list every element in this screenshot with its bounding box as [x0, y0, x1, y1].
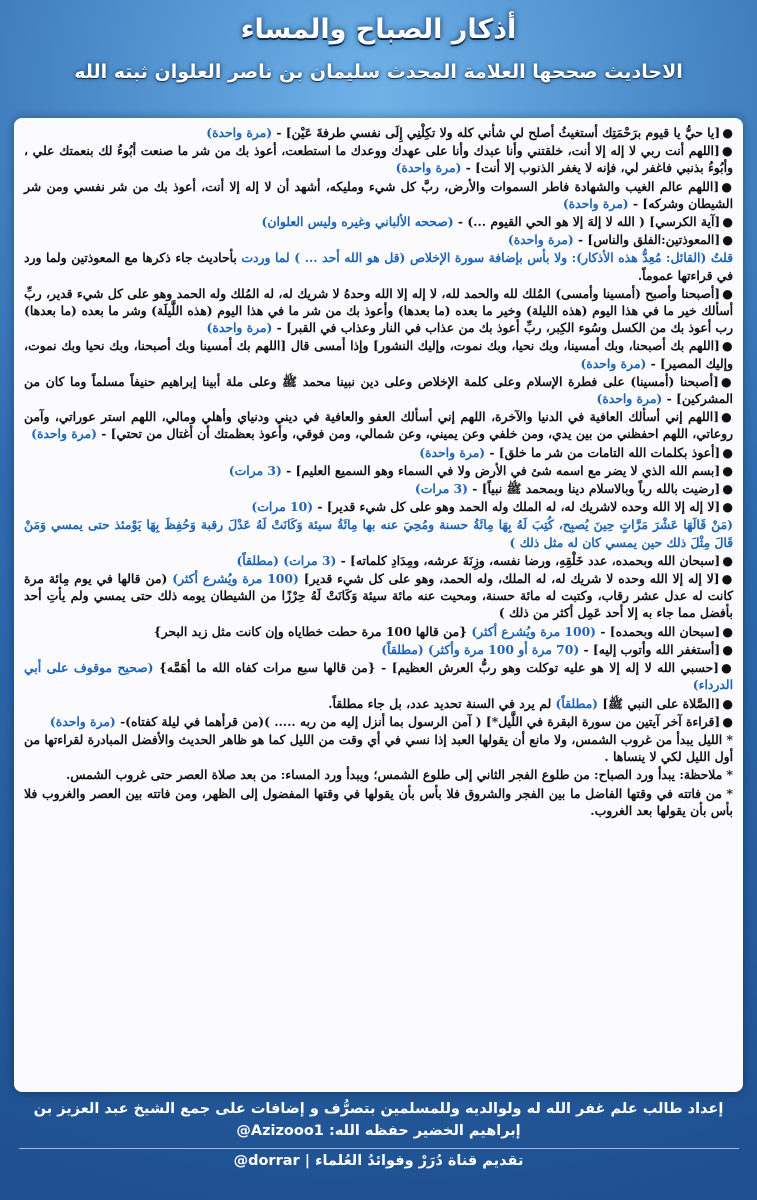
item-count: (3 مرات) (مطلقاً) [236, 552, 337, 568]
item-text: [آية الكرسي] ( الله لا إلهَ إلا هو الحي القيوم ...) - [453, 214, 721, 230]
footer-divider [19, 1148, 739, 1149]
bullet-icon: ● [722, 481, 733, 497]
bullet-icon: ● [722, 214, 733, 230]
item-count: (70 مرة أو 100 مرة وأكثر) (مطلقاً) [381, 641, 580, 657]
author-note-head: قلتُ (القائل: مُعِدُّ هذه الأذكار): ولا بأس بإضافة سورة الإخلاص (قل هو الله أحد ... ) لما وردت [241, 250, 733, 266]
list-item [24, 285, 733, 337]
item-count: (3 مرات) [228, 462, 282, 478]
item-text: [أعوذ بكلمات الله التامات من شر ما خلق] - [485, 444, 721, 460]
bullet-icon: ● [722, 713, 733, 729]
page-subtitle: الاحاديث صححها العلامة المحدث سليمان بن ناصر العلوان ثبته الله [74, 61, 683, 83]
item-count: (صححه الألباني وغيره وليس العلوان) [261, 214, 454, 230]
footer-channel: تقديم قناة دُرَرْ وفوائدُ العُلماء | dorrar@ [233, 1153, 524, 1169]
bullet-icon: ● [722, 499, 733, 515]
list-item [24, 498, 733, 515]
item-virtue: {من قالها 100 مرة حطت خطاياه وإن كانت مثل زبد البحر} [153, 623, 472, 639]
bullet-icon: ● [721, 660, 733, 676]
bullet-icon: ● [722, 232, 733, 248]
item-text: [اللهم بك أصبحنا، وبك أمسينا، وبك نحيا، وبك نموت، وإليك النشور] وإذا أمسى قال [اللهم بك أمسينا وبك أصبحنا، وبك نحيا وبك نموت، وإليك المصير] - [24, 338, 733, 371]
item-count: (مرة واحدة) [206, 125, 273, 140]
bullet-icon: ● [722, 623, 733, 639]
adhkar-list [24, 124, 733, 819]
list-item [24, 641, 733, 658]
item-count: (مرة واحدة) [206, 320, 273, 336]
author-note-rest: بأحاديث جاء ذكرها مع المعوذتين ولما ورد في قراءتها عموماً. [24, 250, 733, 283]
bullet-icon: ● [722, 462, 733, 478]
item-count: (مرة واحدة) [395, 160, 462, 176]
item-count: (صحيح موقوف على أبي الدرداء) [24, 660, 733, 693]
bullet-icon: ● [721, 409, 733, 425]
author-note [24, 249, 733, 283]
item-virtue: {من قالها سبع مرات كفاه الله ما أهَمَّه} [158, 660, 376, 676]
list-item [24, 408, 733, 442]
item-count: (100 مرة ويُشرع أكثر) [172, 571, 299, 587]
list-item [24, 552, 733, 569]
list-item [24, 695, 733, 712]
list-item [24, 659, 733, 693]
page-title: أذكار الصباح والمساء [240, 14, 517, 45]
item-text: [بسم الله الذي لا يضر مع اسمه شئ في الأرض ولا في السماء وهو السميع العليم] - [281, 462, 721, 478]
footer-credit-line: إعداد طالب علم غفر الله له ولوالديه وللمسلمين بتصرُّف و إضافات على جمع الشيخ عبد العزيز بن [33, 1101, 724, 1117]
list-item [24, 444, 733, 461]
item-text: [الصَّلاة على النبي ﷺ] [598, 695, 721, 711]
item-text: [لا إله إلا الله وحده لا شريك له، له الملك، وله الحمد، وهو على كل شيء قدير] [298, 571, 720, 587]
note-item: * من فاتته في وقتها الفاضل ما بين الفجر والشروق فلا بأس بأن يقولها في وقتها المفضول إلى الظهر، ومن فاتته بين العصر والغروب فلا بأس بأن يقولها بعد الغروب. [24, 785, 733, 818]
bullet-icon: ● [722, 125, 733, 140]
bullet-icon: ● [722, 695, 733, 711]
item-text: [أستغفر الله وأتوب إليه] - [579, 641, 721, 657]
item-count: (مرة واحدة) [580, 355, 647, 371]
header [0, 0, 757, 108]
item-text: [سبحان الله وبحمده، عدد خَلْقِهِ، ورضا نفسه، وزِنَةَ عرشه، ومِدَادِ كلماته] - [336, 552, 721, 568]
list-item [24, 142, 733, 176]
item-count: (مرة واحدة) [31, 426, 97, 442]
item-count: (3 مرات) [414, 481, 468, 497]
item-text: [رضيت بالله رباً وبالاسلام دينا وبمحمد ﷺ نبياً] - [467, 481, 721, 497]
item-text: [أصبحنا (أمسينا) على فطرة الإسلام وعلى كلمة الإخلاص وعلى دين نبينا محمد ﷺ وعلى ملة أبينا إبراهيم حنيفاً مسلماً وما كان من المشركين] - [24, 373, 733, 407]
list-item [24, 373, 733, 407]
item-text: [سبحان الله وبحمده] - [596, 623, 721, 639]
item-virtue: (من قالها في يوم مِائة مرة كانت له عدل عشر رقاب، وكتبت له مائة حسنة، ومحيت عنه مائة سيئة وَكَانَتْ لَهُ حِرْزًا من الشيطان يومه ذلك حتى يمسي ولم يأتِ أحد بأفضل مما جاء به إلا أحد عَمِل أكثر من ذلك ) [24, 571, 733, 621]
item-count: (مرة واحدة) [562, 195, 629, 211]
item-text: [يا حيُّ يا قيوم برَحْمَتِك أستغيثُ أصلح لي شأني كله ولا تكِلْنِي إِلَى نفسي طرفةَ عَيْن] - [272, 125, 721, 140]
list-item [24, 213, 733, 230]
item-text: [اللهم إني أسألك العافية في الدنيا والآخرة، اللهم إني أسألك العفو والعافية في ديني ودنياي وأهلي ومالي، اللهم استر عوراتي، وآمن روعاتي، اللهم احفظني من بين يدي، ومن خلفي وعن يميني، وعن شمالي، ومن فوقي، وأعوذ بعظمتك أن أغتال من تحتي] - [24, 409, 733, 442]
item-text: [لا إله إلا الله وحده لاشريك له، له الملك وله الحمد وهو على كل شيء قدير] - [313, 499, 721, 515]
item-count: (مطلقاً) [555, 695, 599, 711]
bullet-icon: ● [721, 571, 733, 587]
item-text: [حسبي الله لا إله إلا هو عليه توكلت وهو ربُّ العرش العظيم] - [375, 660, 720, 676]
list-item [24, 623, 733, 640]
bullet-icon: ● [722, 641, 733, 657]
bullet-icon: ● [721, 143, 733, 159]
item-count: (مرة واحدة) [507, 232, 574, 248]
note-item: * ملاحظة: يبدأ ورد الصباح: من طلوع الفجر الثاني إلى طلوع الشمس؛ ويبدأ ورد المساء: من بعد صلاة العصر حتى غروب الشمس. [65, 767, 733, 783]
list-item [24, 570, 733, 622]
item-count: (مرة واحدة) [49, 713, 116, 729]
item-count: (مرة واحدة) [419, 444, 486, 460]
bullet-icon: ● [720, 373, 733, 389]
bullet-icon: ● [722, 285, 733, 301]
bullet-icon: ● [721, 338, 733, 354]
footer [0, 1098, 757, 1200]
footer-credit-handle: إبراهيم الخضير حفظه الله: Azizooo1@ [236, 1123, 521, 1139]
content-card [14, 118, 743, 1092]
bullet-icon: ● [721, 178, 733, 194]
item-count: (مرة واحدة) [596, 391, 663, 407]
item-text: [المعوذتين:الفلق والناس] - [573, 232, 721, 248]
item-text: [اللهم عالم الغيب والشهادة فاطر السموات والأرض، ربَّ كل شيء ومليكه، أشهد أن لا إله إلا أنت، أعوذ بك من شر نفسي ومن شر الشيطان وشركه] - [24, 178, 733, 211]
list-item [24, 231, 733, 248]
list-item [24, 462, 733, 479]
bullet-icon: ● [722, 444, 733, 460]
item-text: [قراءة آخر آيتين من سورة البقرة في اللَّيل*] ( آمن الرسول بما أنزل إليه من ربه ..... )(من قرأهما في ليلة كفتاه)- [115, 713, 721, 729]
note-item: * الليل يبدأ من غروب الشمس، ولا مانع أن يقولها العبد إذا نسي في أي وقت من الليل كما هو ظاهر الحديث والأفضل المبادرة لقراءتها من أول الليل لكي لا ينساها . [24, 731, 733, 765]
list-item [24, 124, 733, 141]
list-item [24, 337, 733, 371]
bullet-icon: ● [722, 552, 733, 568]
item-count: (100 مرة ويُشرع أكثر) [471, 623, 597, 639]
list-item [24, 713, 733, 730]
item-virtue: لم يرد في السنة تحديد عدد، بل جاء مطلقاً. [328, 695, 556, 711]
item-text: [أصبحنا وأصبح (أمسينا وأمسى) المُلك لله والحمد لله، لا إله إلا الله وحدهُ لا شريك له، له المُلك وله الحمد وهو على كل شيء قدير، ربِّ أسألك خير ما في هذا اليوم (هذه الليلة) وخير ما بعده (ما بعدها) وأعوذ بك من شر ما في هذا اليوم (هذه اللَّيلَة) وشر ما بعده (ما بعدها) رب أعوذ بك من الكسل وسُوء الكِبر، ربِّ أعوذ بك من عذاب في النار وعذاب في القبر] - [24, 285, 733, 336]
list-item [24, 178, 733, 212]
notes [24, 731, 733, 819]
item-text: [اللهم أنت ربي لا إله إلا أنت، خلقتني وأنا عبدك وأنا على عهدك ووعدك ما استطعت، أعوذ بك من شر ما صنعت أبُوءُ لك بنعمتك علي ، وأبُوءُ بذنبي فاغفر لي، فإنه لا يغفر الذنوب إلا أنت] - [24, 143, 733, 176]
item-count: (10 مرات) [251, 499, 314, 515]
list-item [24, 480, 733, 497]
hadith-virtue: (مَنْ قَالَهَا عَشْرَ مَرَّاتٍ حِينَ يُصبِح، كُتِبَ لَهُ بِهَا مِائَةُ حسنة ومُحِيَ عنه بها مِائَةُ سيئة وَكَانَتْ لَهُ عَدْلَ رقبة وَحُفِظَ بِهَا يَوْمئذ حتى يمسي وَمَنْ قَالَ مِثْلَ ذلك حين يمسي كان له مثل ذلك ) [24, 517, 733, 550]
